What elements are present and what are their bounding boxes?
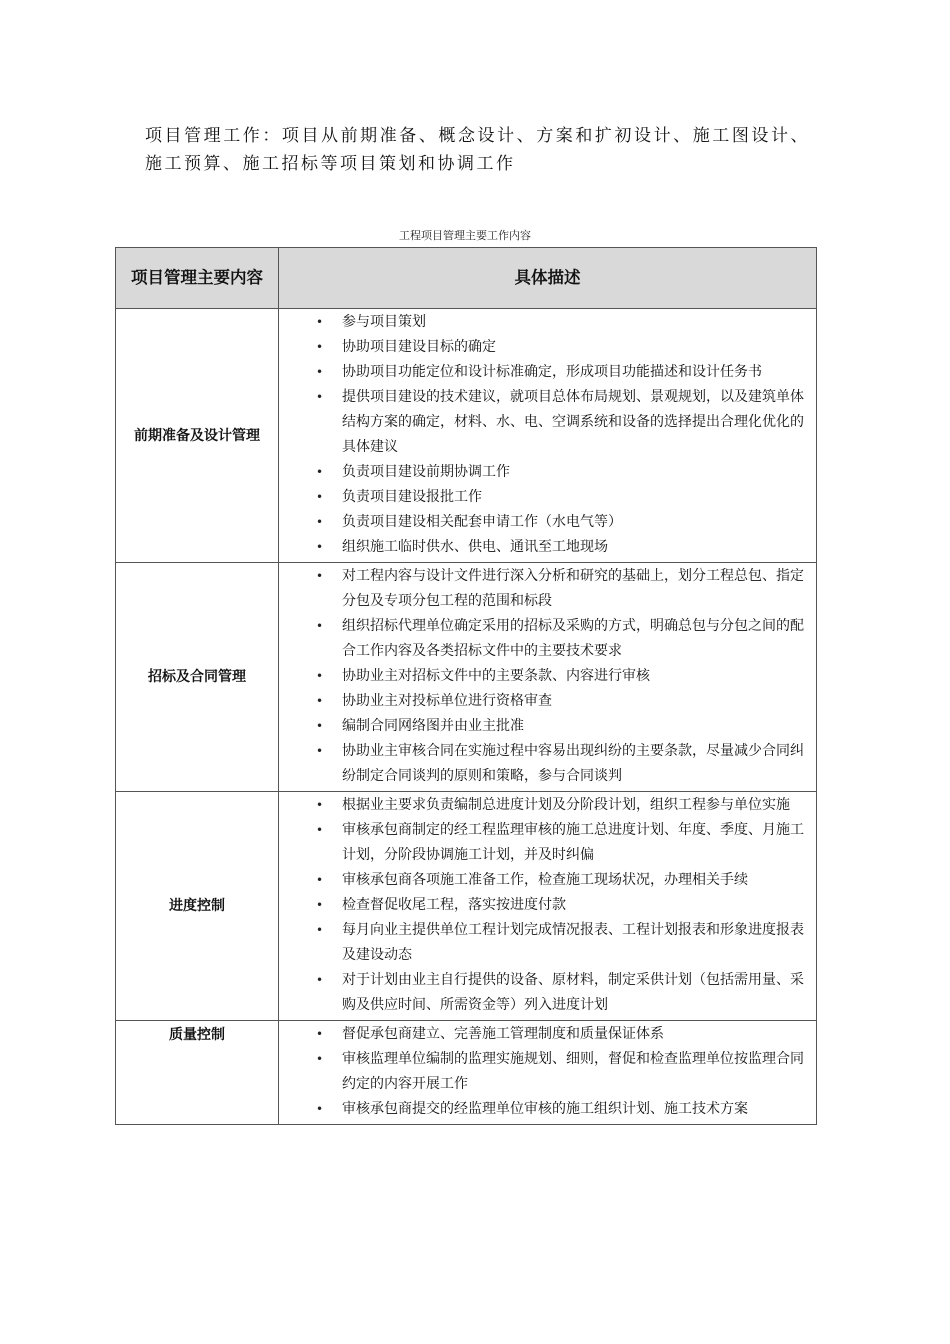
table-row [116, 1021, 817, 1125]
header-category: 项目管理主要内容 [116, 248, 279, 309]
list-item: • 协助业主对投标单位进行资格审查 [279, 689, 816, 714]
list-item: • 对工程内容与设计文件进行深入分析和研究的基础上，划分工程总包、指定分包及专项分包工程的范围和标段 [279, 564, 816, 614]
category-cell: 进度控制 [116, 792, 279, 1021]
list-item: • 督促承包商建立、完善施工管理制度和质量保证体系 [279, 1022, 816, 1047]
category-cell: 前期准备及设计管理 [116, 309, 279, 563]
list-item: • 对于计划由业主自行提供的设备、原材料，制定采供计划（包括需用量、采购及供应时间、所需资金等）列入进度计划 [279, 968, 816, 1018]
list-item: • 审核承包商制定的经工程监理审核的施工总进度计划、年度、季度、月施工计划，分阶段协调施工计划，并及时纠偏 [279, 818, 816, 868]
description-list [279, 310, 816, 560]
description-cell [279, 563, 817, 792]
list-item: • 负责项目建设报批工作 [279, 485, 816, 510]
list-item: • 协助业主审核合同在实施过程中容易出现纠纷的主要条款，尽量减少合同纠纷制定合同谈判的原则和策略，参与合同谈判 [279, 739, 816, 789]
work-content-table [115, 247, 817, 1125]
list-item: • 审核承包商各项施工准备工作，检查施工现场状况，办理相关手续 [279, 868, 816, 893]
description-list [279, 564, 816, 789]
list-item: • 协助业主对招标文件中的主要条款、内容进行审核 [279, 664, 816, 689]
list-item: • 审核监理单位编制的监理实施规划、细则，督促和检查监理单位按监理合同约定的内容开展工作 [279, 1047, 816, 1097]
category-cell: 质量控制 [116, 1021, 279, 1125]
description-list [279, 1022, 816, 1122]
list-item: • 协助项目功能定位和设计标准确定，形成项目功能描述和设计任务书 [279, 360, 816, 385]
list-item: • 根据业主要求负责编制总进度计划及分阶段计划，组织工程参与单位实施 [279, 793, 816, 818]
list-item: • 负责项目建设前期协调工作 [279, 460, 816, 485]
description-list [279, 793, 816, 1018]
table-row [116, 792, 817, 1021]
description-cell [279, 309, 817, 563]
category-cell: 招标及合同管理 [116, 563, 279, 792]
list-item: • 组织施工临时供水、供电、通讯至工地现场 [279, 535, 816, 560]
list-item: • 审核承包商提交的经监理单位审核的施工组织计划、施工技术方案 [279, 1097, 816, 1122]
list-item: • 每月向业主提供单位工程计划完成情况报表、工程计划报表和形象进度报表及建设动态 [279, 918, 816, 968]
description-cell [279, 1021, 817, 1125]
list-item: • 组织招标代理单位确定采用的招标及采购的方式，明确总包与分包之间的配合工作内容及各类招标文件中的主要技术要求 [279, 614, 816, 664]
table-row [116, 563, 817, 792]
table-row [116, 309, 817, 563]
header-description: 具体描述 [279, 248, 817, 309]
list-item: • 负责项目建设相关配套申请工作（水电气等） [279, 510, 816, 535]
list-item: • 检查督促收尾工程，落实按进度付款 [279, 893, 816, 918]
description-cell [279, 792, 817, 1021]
list-item: • 提供项目建设的技术建议，就项目总体布局规划、景观规划，以及建筑单体结构方案的确定，材料、水、电、空调系统和设备的选择提出合理化优化的具体建议 [279, 385, 816, 460]
list-item: • 协助项目建设目标的确定 [279, 335, 816, 360]
list-item: • 编制合同网络图并由业主批准 [279, 714, 816, 739]
table-header-row [116, 248, 817, 309]
table-caption: 工程项目管理主要工作内容 [399, 229, 531, 242]
list-item: • 参与项目策划 [279, 310, 816, 335]
intro-paragraph: 项目管理工作：项目从前期准备、概念设计、方案和扩初设计、施工图设计、施工预算、施工招标等项目策划和协调工作 [145, 126, 810, 174]
